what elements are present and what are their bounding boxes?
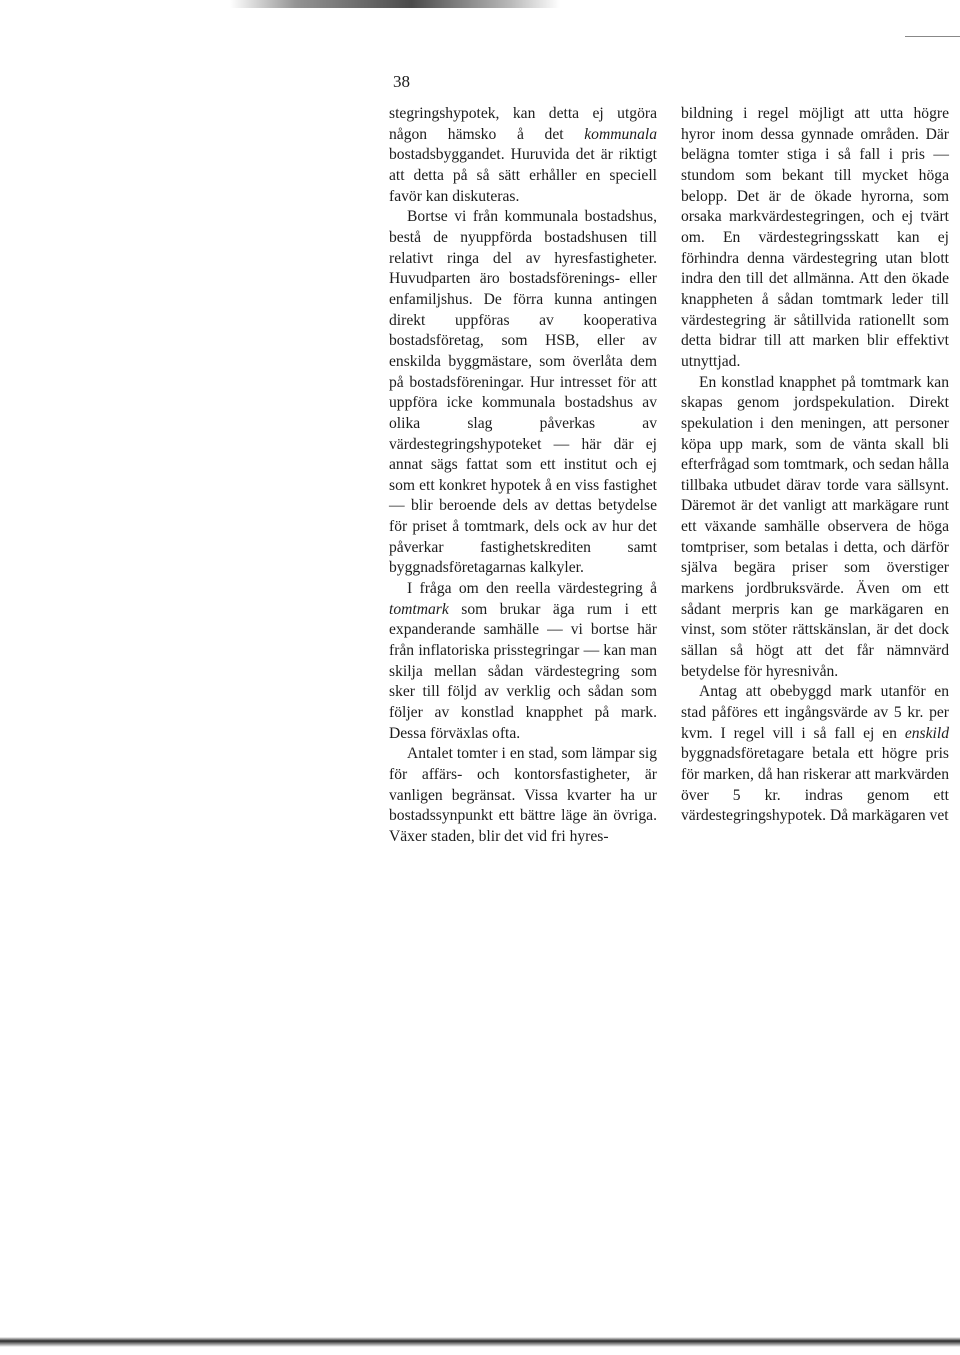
scan-edge-bottom — [0, 1337, 960, 1347]
paragraph: Antalet tomter i en stad, som lämpar sig för affärs- och kontorsfastigheter, är vanligen begränsat. Vissa kvarter ha ur bostadssynpunkt ett bättre läge än övriga. Växer staden, blir det vid fri hyres- — [389, 745, 657, 845]
emphasis-text: enskild — [904, 724, 949, 742]
text-column-right — [681, 104, 949, 827]
paragraph: bildning i regel möjligt att utta högre hyror inom dessa gynnade områden. Där belägna tomter stiga i så fall i pris — stundom som bekant till mycket höga belopp. Det är de ökade hyrorna, som orsaka markvärdestegringen, och ej tvärt om. En värdestegringsskatt kan ej förhindra denna värdestegring utan blott indra den till det allmänna. Att den ökade knappheten å sådan tomtmark leder till värdestegring är såtillvida rationellt som detta bidrar till att marken blir effektivt utnyttjad. — [681, 105, 949, 370]
text-column-left — [389, 104, 657, 848]
paragraph-text: bostadsbyggandet. Huruvida det är riktigt att detta på så sätt erhåller en speciell favör kan diskuteras. — [389, 146, 657, 205]
emphasis-text: kommunala — [584, 125, 657, 143]
paragraph — [681, 682, 949, 827]
paragraph — [389, 104, 657, 207]
page-number: 38 — [393, 72, 410, 91]
paragraph — [389, 579, 657, 744]
scan-mark-top-right — [905, 36, 960, 37]
scan-edge-top — [230, 0, 560, 8]
emphasis-text: tomtmark — [389, 600, 449, 618]
paragraph: En konstlad knapphet på tomtmark kan skapas genom jordspekulation. Direkt spekulation i den meningen, att personer köpa upp mark, som de vänta skall bli efterfrågad som tomtmark, och sedan hålla tillbaka utbudet därav torde vara sällsynt. Däremot är det vanligt att markägare runt ett växande samhälle observera de höga tomtpriser, som betalas i detta, och därför själva begära priser som överstiger markens jordbruksvärde. Även om ett sådant merpris kan ge markägaren en vinst, som stöter rättskänslan, är det dock sällan så högt att det får nämnvärd betydelse för hyresnivån. — [681, 373, 949, 680]
paragraph-text: byggnadsföretagare betala ett högre pris för marken, då han riskerar att markvärden över 5 kr. indras genom ett värdestegringshypotek. Då markägaren vet — [681, 745, 949, 825]
paragraph-text: stegringshypotek, kan detta ej utgöra någon hämsko å det — [389, 105, 657, 143]
paragraph-text: I fråga om den reella värdestegring å — [407, 580, 657, 598]
paragraph-text: som brukar äga rum i ett expanderande samhälle — vi bortse här från inflatoriska prisstegringar — kan man skilja mellan sådan värdestegring som sker till följd av verklig och sådan som följer av konstlad knapphet på mark. Dessa förväxlas ofta. — [389, 600, 657, 742]
paragraph-text: Antag att obebyggd mark utanför en stad påföres ett ingångsvärde av 5 kr. per kvm. I regel vill i så fall ej en — [681, 683, 949, 742]
paragraph: Bortse vi från kommunala bostadshus, bestå de nyuppförda bostadshusen till relativt ringa del av hyresfastigheter. Huvudparten äro bostadsförenings- eller enfamiljshus. De förra kunna antingen direkt uppföras av kooperativa bostadsföretag, som HSB, eller av enskilda byggmästare, som överlåta dem på bostadsföreningar. Hur intresset för att uppföra icke kommunala bostadshus av olika slag påverkas av värdestegringshypoteket — här där ej annat sägs fattat som ett institut och ej som ett konkret hypotek å en viss fastighet — blir beroende dels av dettas betydelse för priset å tomtmark, dels ock av hur det påverkar fastighetskrediten samt byggnadsföretagarnas kalkyler. — [389, 208, 657, 577]
